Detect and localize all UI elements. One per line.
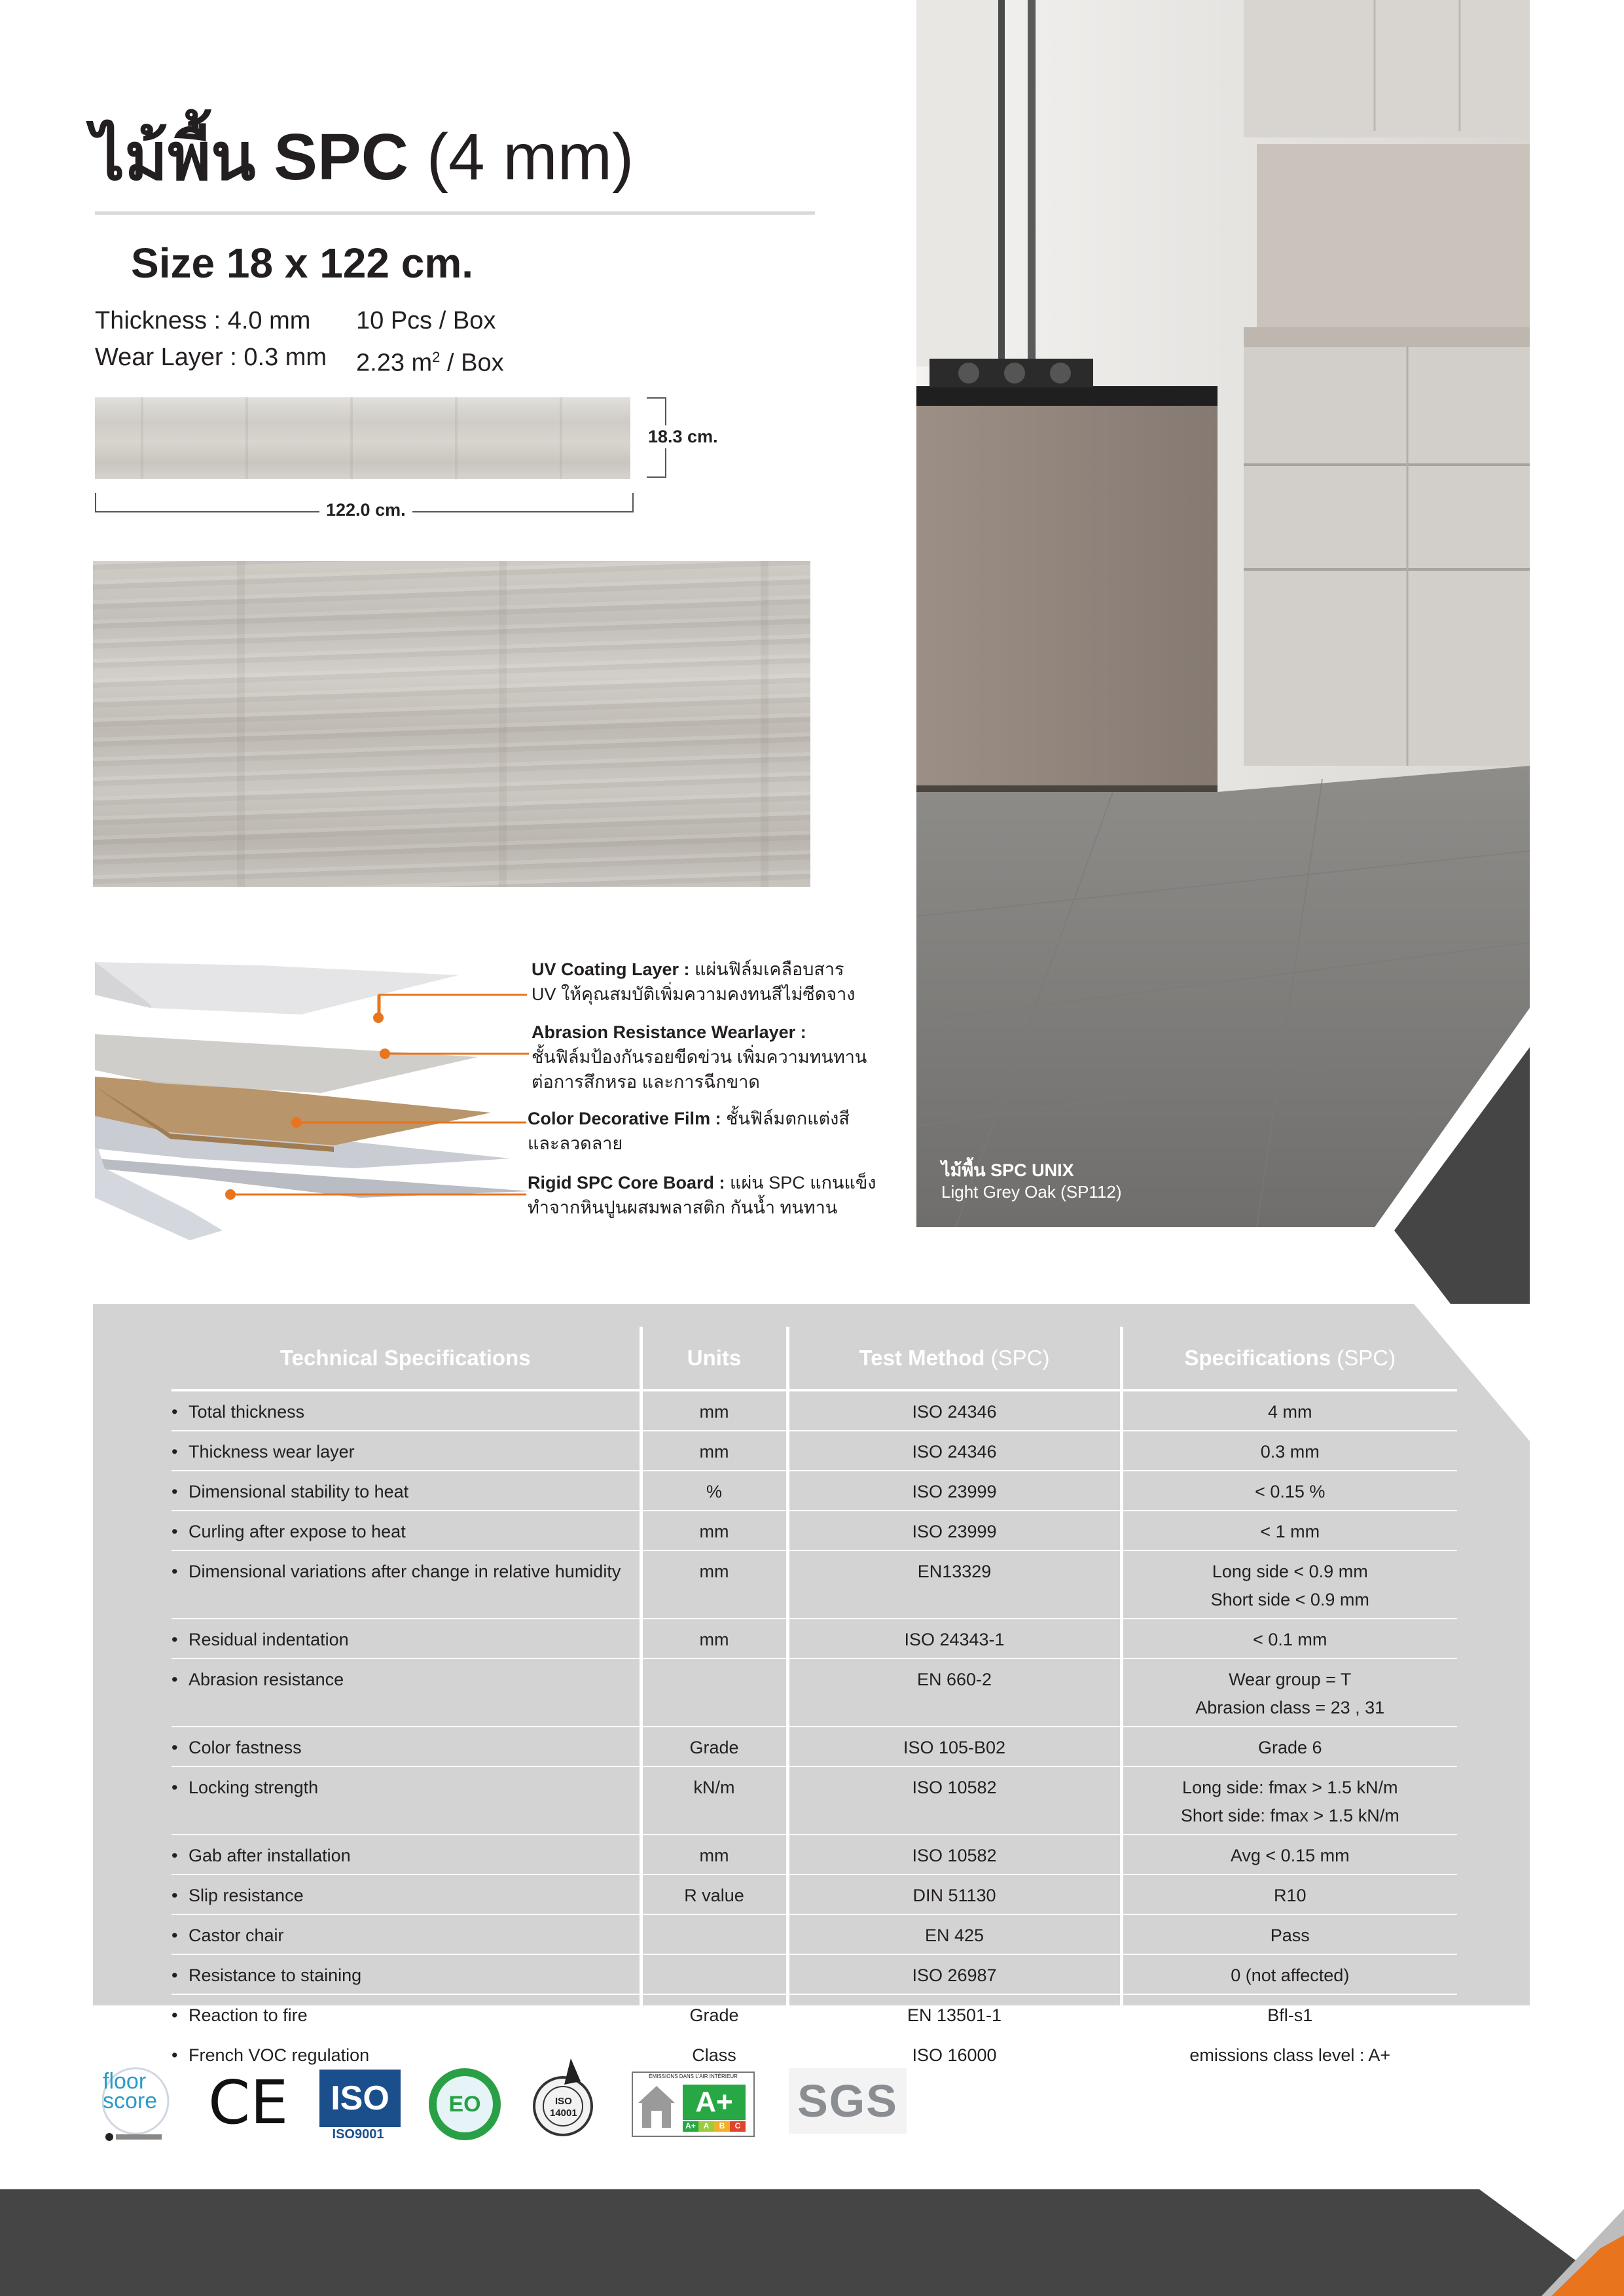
table-row (171, 1835, 1457, 1874)
footer-corner-shapes (1479, 2189, 1624, 2296)
title-spc: SPC (274, 120, 408, 194)
table-row (171, 1727, 1457, 1767)
specification-line: Grade 6 (1257, 1738, 1322, 1757)
emissions-grade: A+ (683, 2085, 746, 2120)
specification-cell (1121, 1431, 1457, 1471)
height-dimension-label: 18.3 cm. (648, 425, 718, 448)
header-specifications (1121, 1327, 1457, 1390)
length-dimension-label: 122.0 cm. (319, 500, 412, 520)
specification-cell (1121, 1551, 1457, 1619)
area-value: 2.23 m (356, 349, 433, 377)
specification-cell (1121, 1874, 1457, 1914)
specification-line: Long side < 0.9 mm (1212, 1562, 1368, 1581)
spec-table (171, 1327, 1457, 2075)
test-method-cell: ISO 24346 (787, 1390, 1121, 1431)
unit-cell: mm (641, 1431, 787, 1471)
bullet: • (171, 1846, 178, 1865)
wood-texture-swatch (93, 561, 810, 887)
test-method-cell: ISO 26987 (787, 1954, 1121, 1994)
layer-name: Color Decorative Film : (528, 1109, 721, 1128)
spec-name: Curling after expose to heat (189, 1522, 406, 1541)
spec-name: Residual indentation (189, 1630, 349, 1649)
bullet: • (171, 1630, 178, 1649)
photo-caption-subtitle: Light Grey Oak (SP112) (941, 1182, 1122, 1202)
table-row (171, 1874, 1457, 1914)
header-test-method (787, 1327, 1121, 1390)
emissions-label-top: ÉMISSIONS DANS L'AIR INTÉRIEUR (649, 2073, 738, 2079)
spec-name: Slip resistance (189, 1886, 304, 1905)
test-method-cell: ISO 16000 (787, 2034, 1121, 2074)
header-specifications-suffix: (SPC) (1337, 1345, 1396, 1370)
spec-name: Total thickness (189, 1402, 305, 1422)
area-unit: / Box (446, 349, 504, 377)
iso14001-text (550, 2096, 577, 2119)
spec-name-cell (171, 1767, 641, 1835)
iso-block: ISO (319, 2070, 401, 2127)
table-row (171, 1914, 1457, 1954)
floorscore-text-2: score (103, 2089, 158, 2113)
floorscore-text-1: floor (103, 2069, 147, 2094)
eco-logo-inner: EO (437, 2076, 493, 2132)
spec-name: Gab after installation (189, 1846, 351, 1865)
bullet: • (171, 2005, 178, 2025)
spec-name-cell (171, 1835, 641, 1874)
spec-name-cell (171, 1551, 641, 1619)
table-row (171, 1767, 1457, 1835)
spec-name-cell (171, 1390, 641, 1431)
test-method-cell: ISO 10582 (787, 1767, 1121, 1835)
table-row (171, 1551, 1457, 1619)
specification-cell (1121, 1767, 1457, 1835)
unit-cell: Grade (641, 1994, 787, 2034)
test-method-cell: ISO 23999 (787, 1511, 1121, 1551)
footer-band (0, 2189, 1624, 2296)
spec-name-cell (171, 1954, 641, 1994)
specification-cell (1121, 1471, 1457, 1511)
unit-cell (641, 1914, 787, 1954)
size-title: Size 18 x 122 cm. (131, 240, 474, 287)
specification-line: 4 mm (1268, 1402, 1312, 1422)
header-units: Units (641, 1327, 787, 1390)
table-row (171, 1511, 1457, 1551)
area-sup: 2 (432, 349, 441, 365)
unit-cell: R value (641, 1874, 787, 1914)
specification-line: Pass (1270, 1926, 1310, 1945)
scale-a-plus: A+ (683, 2121, 698, 2132)
table-row (171, 1390, 1457, 1431)
sgs-logo: SGS (789, 2068, 907, 2134)
pcs-per-box: 10 Pcs / Box (356, 307, 496, 334)
specification-cell (1121, 1914, 1457, 1954)
title-divider (95, 211, 815, 215)
test-method-cell: ISO 24343-1 (787, 1619, 1121, 1659)
bullet: • (171, 1402, 178, 1422)
specification-cell (1121, 1954, 1457, 1994)
layer-desc: ชั้นฟิล์มป้องกันรอยขีดข่วน เพิ่มความทนทานต่อการสึกหรอ และการฉีกขาด (532, 1047, 867, 1092)
unit-cell: Grade (641, 1727, 787, 1767)
table-row (171, 1619, 1457, 1659)
test-method-cell: ISO 10582 (787, 1835, 1121, 1874)
spec-name: Dimensional stability to heat (189, 1482, 409, 1501)
test-method-cell: ISO 23999 (787, 1471, 1121, 1511)
bullet: • (171, 1482, 178, 1501)
layer-abrasion-wear (532, 1020, 885, 1094)
iso14001-logo (532, 2055, 597, 2140)
unit-cell: % (641, 1471, 787, 1511)
test-method-cell: ISO 24346 (787, 1431, 1121, 1471)
unit-cell: mm (641, 1390, 787, 1431)
specification-line: Short side: fmax > 1.5 kN/m (1180, 1806, 1399, 1825)
area-per-box (356, 339, 504, 382)
spec-name-cell (171, 1727, 641, 1767)
specification-line: Short side < 0.9 mm (1210, 1590, 1369, 1609)
header-technical-specs: Technical Specifications (171, 1327, 641, 1390)
eco-logo (429, 2068, 501, 2140)
specification-line: Wear group = T (1229, 1670, 1352, 1689)
unit-cell: mm (641, 1619, 787, 1659)
table-row (171, 1431, 1457, 1471)
test-method-cell: DIN 51130 (787, 1874, 1121, 1914)
spec-name-cell (171, 1994, 641, 2034)
table-row (171, 1954, 1457, 1994)
bullet: • (171, 2045, 178, 2065)
table-row (171, 1994, 1457, 2034)
specification-cell (1121, 1390, 1457, 1431)
iso14001-text-1: ISO (554, 2096, 572, 2107)
unit-cell: Class (641, 2034, 787, 2074)
test-method-cell: EN 13501-1 (787, 1994, 1121, 2034)
specification-cell (1121, 1619, 1457, 1659)
title-thickness: (4 mm) (426, 120, 634, 194)
layer-uv-coating (532, 957, 872, 1007)
bullet: • (171, 1670, 178, 1689)
iso9001-logo (319, 2070, 397, 2142)
specification-cell (1121, 1727, 1457, 1767)
specification-line: Abrasion class = 23 , 31 (1195, 1698, 1385, 1717)
bullet: • (171, 1738, 178, 1757)
test-method-cell: EN13329 (787, 1551, 1121, 1619)
thickness-spec: Thickness : 4.0 mm (95, 307, 311, 334)
spec-name: Dimensional variations after change in relative humidity (189, 1562, 621, 1581)
specification-line: < 0.15 % (1255, 1482, 1326, 1501)
title-thai: ไม้พื้น (92, 120, 256, 194)
spec-name: Resistance to staining (189, 1965, 362, 1985)
emissions-scale (683, 2121, 746, 2132)
scale-b: B (714, 2121, 730, 2132)
specification-line: R10 (1273, 1886, 1307, 1905)
photo-caption-title: ไม้พื้น SPC UNIX (941, 1160, 1074, 1180)
specification-cell (1121, 1835, 1457, 1874)
layer-diagram (92, 942, 550, 1257)
specification-cell (1121, 1511, 1457, 1551)
unit-cell (641, 1659, 787, 1727)
scale-c: C (730, 2121, 746, 2132)
specification-line: 0 (not affected) (1231, 1965, 1350, 1985)
specification-cell (1121, 1994, 1457, 2034)
test-method-cell: EN 660-2 (787, 1659, 1121, 1727)
bullet: • (171, 1442, 178, 1462)
spec-name: Locking strength (189, 1778, 319, 1797)
spec-name: French VOC regulation (189, 2045, 370, 2065)
table-row (171, 1471, 1457, 1511)
spec-name-cell (171, 1511, 641, 1551)
specification-line: Long side: fmax > 1.5 kN/m (1182, 1778, 1398, 1797)
bullet: • (171, 1778, 178, 1797)
spec-name-cell (171, 1431, 641, 1471)
plank-image (95, 397, 630, 479)
specification-cell (1121, 2034, 1457, 2074)
bullet: • (171, 1886, 178, 1905)
layer-rigid-core (528, 1170, 894, 1220)
ce-mark: CE (208, 2068, 289, 2138)
test-method-cell: EN 425 (787, 1914, 1121, 1954)
layer-desc: ชั้นฟิล์มตกแต่งสี และลวดลาย (528, 1109, 850, 1153)
layer-name: UV Coating Layer : (532, 960, 690, 979)
spec-name: Reaction to fire (189, 2005, 308, 2025)
spec-name-cell (171, 1619, 641, 1659)
header-test-method-suffix: (SPC) (990, 1345, 1050, 1370)
layer-name: Rigid SPC Core Board : (528, 1173, 725, 1193)
spec-name: Abrasion resistance (189, 1670, 344, 1689)
unit-cell (641, 1954, 787, 1994)
layer-desc: แผ่นฟิล์มเคลือบสาร UV ให้คุณสมบัติเพิ่มความคงทนสีไม่ซีดจาง (532, 960, 856, 1004)
header-test-method-label: Test Method (859, 1345, 985, 1370)
page-title (92, 118, 634, 196)
spec-name: Castor chair (189, 1926, 284, 1945)
test-method-cell: ISO 105-B02 (787, 1727, 1121, 1767)
spec-name-cell (171, 1874, 641, 1914)
bullet: • (171, 1926, 178, 1945)
layer-desc: แผ่น SPC แกนแข็ง ทำจากหินปูนผสมพลาสติก กันน้ำ ทนทาน (528, 1173, 876, 1217)
spec-name: Color fastness (189, 1738, 302, 1757)
layer-name: Abrasion Resistance Wearlayer : (532, 1022, 806, 1042)
spec-name: Thickness wear layer (189, 1442, 355, 1462)
floorscore-logo (95, 2065, 177, 2147)
table-header-row (171, 1327, 1457, 1390)
bullet: • (171, 1965, 178, 1985)
spec-name-cell (171, 1471, 641, 1511)
floorscore-text (103, 2069, 158, 2113)
bullet: • (171, 1522, 178, 1541)
house-icon (637, 2085, 676, 2130)
scale-a: A (698, 2121, 714, 2132)
specification-line: 0.3 mm (1260, 1442, 1320, 1462)
emissions-a-plus-label (632, 2072, 755, 2137)
unit-cell: mm (641, 1835, 787, 1874)
specification-cell (1121, 1659, 1457, 1727)
iso9001-label: ISO9001 (332, 2127, 384, 2142)
specification-line: Avg < 0.15 mm (1230, 1846, 1350, 1865)
spec-name-cell (171, 1659, 641, 1727)
specification-line: < 0.1 mm (1253, 1630, 1327, 1649)
specification-line: emissions class level : A+ (1189, 2045, 1391, 2065)
iso14001-text-2: 14001 (550, 2108, 577, 2119)
unit-cell: mm (641, 1551, 787, 1619)
bullet: • (171, 1562, 178, 1581)
table-row (171, 1659, 1457, 1727)
specification-line: < 1 mm (1260, 1522, 1320, 1541)
wear-layer-spec: Wear Layer : 0.3 mm (95, 344, 327, 371)
header-specifications-label: Specifications (1184, 1345, 1331, 1370)
unit-cell: kN/m (641, 1767, 787, 1835)
spec-name-cell (171, 1914, 641, 1954)
specification-line: Bfl-s1 (1267, 2005, 1313, 2025)
layer-color-decorative (528, 1106, 868, 1156)
unit-cell: mm (641, 1511, 787, 1551)
